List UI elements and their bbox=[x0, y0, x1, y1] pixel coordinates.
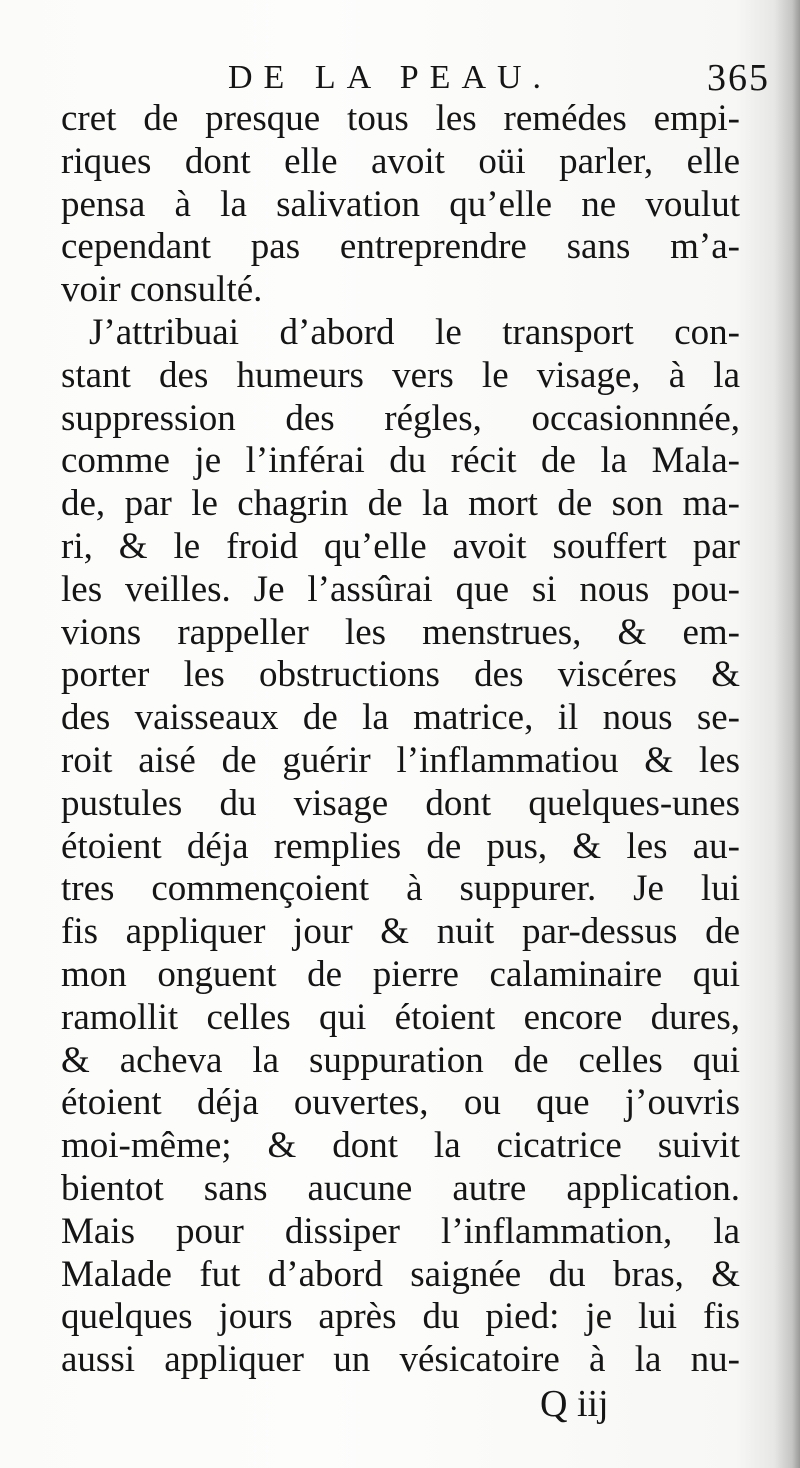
text-line: & acheva la suppuration de celles qui bbox=[61, 1039, 740, 1081]
text-line: aussi appliquer un vésicatoire à la nu- bbox=[61, 1339, 740, 1381]
text-line: Malade fut d’abord saignée du bras, & bbox=[61, 1253, 740, 1295]
text-line: moi-même; & dont la cicatrice suivit bbox=[61, 1125, 740, 1167]
text-line: ri, & le froid qu’elle avoit souffert par bbox=[61, 525, 740, 567]
text-line: tres commençoient à suppurer. Je lui bbox=[61, 868, 740, 910]
text-line: Mais pour dissiper l’inflammation, la bbox=[61, 1210, 740, 1252]
text-line-paragraph-end: voir consulté. bbox=[61, 269, 263, 311]
text-line: de, par le chagrin de la mort de son ma- bbox=[61, 483, 740, 525]
text-line: mon onguent de pierre calaminaire qui bbox=[61, 953, 740, 995]
text-line: cependant pas entreprendre sans m’a- bbox=[61, 226, 740, 268]
text-line: suppression des régles, occasionnnée, bbox=[61, 397, 740, 439]
text-line: étoient déja remplies de pus, & les au- bbox=[61, 825, 740, 867]
page-number: 365 bbox=[707, 57, 770, 99]
text-line-paragraph-start: J’attribuai d’abord le transport con- bbox=[89, 311, 740, 353]
text-line: pustules du visage dont quelques-unes bbox=[61, 782, 740, 824]
text-line: cret de presque tous les remédes empi- bbox=[61, 98, 740, 139]
text-line: bientot sans aucune autre application. bbox=[61, 1167, 740, 1209]
text-line: comme je l’inférai du récit de la Mala- bbox=[61, 440, 740, 482]
text-line: étoient déja ouvertes, ou que j’ouvris bbox=[61, 1082, 740, 1124]
body-text bbox=[61, 98, 740, 1382]
text-line: fis appliquer jour & nuit par-dessus de bbox=[61, 911, 740, 953]
running-head bbox=[60, 54, 770, 102]
text-line: ramollit celles qui étoient encore dures, bbox=[61, 996, 740, 1038]
text-line: stant des humeurs vers le visage, à la bbox=[61, 354, 740, 396]
text-line: des vaisseaux de la matrice, il nous se- bbox=[61, 697, 740, 739]
text-line: pensa à la salivation qu’elle ne voulut bbox=[61, 183, 740, 225]
text-line: les veilles. Je l’assûrai que si nous pou- bbox=[61, 568, 740, 610]
running-title: DE LA PEAU. bbox=[228, 59, 553, 96]
text-line: riques dont elle avoit oüi parler, elle bbox=[61, 140, 740, 182]
text-line: roit aisé de guérir l’inflammatiou & les bbox=[61, 739, 740, 781]
text-line: porter les obstructions des viscéres & bbox=[61, 654, 740, 696]
page-edge-shadow bbox=[774, 0, 800, 1468]
text-line: quelques jours après du pied: je lui fis bbox=[61, 1296, 740, 1338]
text-line: vions rappeller les menstrues, & em- bbox=[61, 611, 740, 653]
signature-mark: Q iij bbox=[540, 1383, 609, 1425]
